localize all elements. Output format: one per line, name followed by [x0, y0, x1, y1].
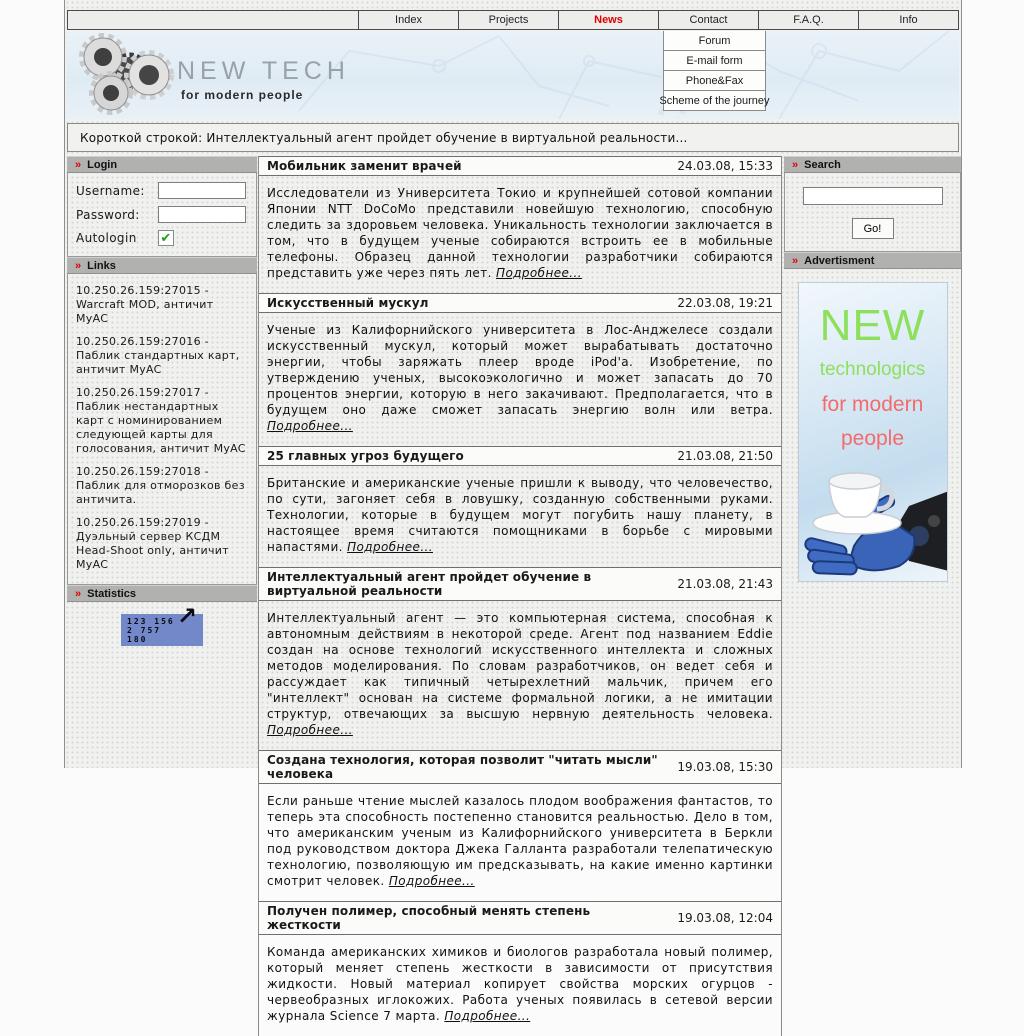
ad-banner[interactable] [798, 282, 948, 582]
article-title: Мобильник заменит врачей [267, 159, 462, 173]
login-panel [67, 173, 257, 257]
password-label: Password: [76, 207, 140, 222]
search-go-button[interactable]: Go! [852, 218, 894, 239]
dropdown-item-phone-fax[interactable]: Phone&Fax [663, 71, 766, 91]
article-title-row[interactable] [259, 293, 781, 313]
nav-item-contact[interactable]: Contact [658, 11, 758, 29]
ticker-text: Короткой строкой: Интеллектуальный агент пройдет обучение в виртуальной реальности... [80, 130, 688, 145]
read-more-link[interactable]: Подробнее... [496, 266, 582, 280]
article-date: 19.03.08, 15:30 [677, 760, 773, 774]
news-article [259, 750, 781, 901]
nav-item-faq[interactable]: F.A.Q. [758, 11, 858, 29]
logo-title: NEW TECH [177, 57, 350, 85]
news-article [259, 293, 781, 446]
counter-line-total: 123 156 [127, 617, 175, 626]
username-label: Username: [76, 183, 145, 198]
read-more-link[interactable]: Подробнее... [444, 1009, 531, 1023]
advertisment-section-header [784, 252, 961, 269]
section-arrow-icon: » [75, 158, 82, 171]
article-title-row[interactable] [259, 446, 781, 466]
article-title: Интеллектуальный агент пройдет обучение в виртуальной реальности [267, 570, 592, 598]
article-title-row[interactable] [259, 750, 781, 784]
nav-spacer [68, 11, 358, 29]
autologin-checkbox[interactable]: ✔ [158, 230, 174, 246]
search-section-header [784, 156, 961, 173]
article-body [259, 176, 781, 293]
section-arrow-icon: » [792, 254, 799, 267]
section-arrow-icon: » [75, 259, 82, 272]
dropdown-item-scheme[interactable]: Scheme of the journey [663, 91, 766, 111]
advertisment-area [784, 269, 961, 582]
links-header-label: Links [87, 259, 116, 272]
news-column [258, 156, 782, 1036]
top-nav [67, 10, 959, 30]
counter-line-online: 180 [127, 635, 148, 644]
article-title: Искусственный мускул [267, 296, 429, 310]
article-text: Исследователи из Университета Токио и крупнейшей сотовой компании Японии NTT DoCoMo представили новейшую технологию, способную следить за здоровьем человека. Уникальность технологии заключается в том, что в будущем ученые собираются встроить ее в мобильные телефоны. Образец данной технологии разработчики собираются представить уже через пять лет. [267, 186, 773, 280]
search-panel [784, 173, 961, 252]
article-title: Создана технология, которая позволит "читать мысли" человека [267, 753, 658, 781]
banner-line-people: people [840, 427, 905, 450]
server-link[interactable]: 10.250.26.159:27017 - Паблик нестандартных карт с номинированием следующей карты для голосования, античит MyAC [76, 386, 246, 455]
links-panel [67, 274, 257, 585]
nav-item-projects[interactable]: Projects [458, 11, 558, 29]
robot-hand-with-cup-image [799, 451, 948, 581]
article-body [259, 935, 781, 1036]
article-text: Интеллектуальный агент — это компьютерная система, способная к автономным действиям в некоторой среде. Агент под названием Eddie создан на основе технологий искусственного интеллекта и сложных методов моделирования. По словам разработчиков, он ведет себя и рассуждает как типичный четырехлетний мальчик, причем его "интеллект" основан на системе формальной логики, а не имитации структур, отвечающих за высшую нервную деятельность человека. [267, 611, 773, 721]
login-section-header [67, 156, 257, 173]
statistics-section-header [67, 585, 257, 602]
news-article [259, 567, 781, 750]
advertisment-header-label: Advertisment [804, 254, 875, 267]
article-title-row[interactable] [259, 156, 781, 176]
read-more-link[interactable]: Подробнее... [267, 419, 353, 433]
article-body [259, 313, 781, 446]
article-body [259, 466, 781, 567]
username-input[interactable] [158, 182, 246, 199]
article-date: 24.03.08, 15:33 [677, 159, 773, 173]
contact-dropdown-menu [659, 31, 770, 111]
server-link[interactable]: 10.250.26.159:27018 - Паблик для отморозков без античита. [76, 465, 245, 506]
news-article [259, 901, 781, 1036]
article-title: 25 главных угроз будущего [267, 449, 464, 463]
news-article [259, 446, 781, 567]
article-title-row[interactable] [259, 901, 781, 935]
nav-item-news[interactable]: News [558, 11, 658, 29]
counter-arrow-icon: ↗ [176, 602, 199, 630]
server-link[interactable]: 10.250.26.159:27015 - Warcraft MOD, античит MyAC [76, 284, 214, 325]
article-body [259, 601, 781, 750]
read-more-link[interactable]: Подробнее... [267, 723, 353, 737]
header-decoration [259, 31, 959, 119]
article-date: 21.03.08, 21:43 [677, 577, 773, 591]
news-article [259, 156, 781, 293]
password-input[interactable] [158, 206, 246, 223]
section-arrow-icon: » [75, 587, 82, 600]
logo-subtitle: for modern people [181, 88, 304, 102]
article-text: Ученые из Калифорнийского университета в Лос-Анджелесе создали искусственный мускул, который может вырабатывать достаточно энергии, чтобы заряжать плеер вроде iPod'а. Изобретение, по утверждению ученых, высокоэкологично и может запасать до 70 процентов энергии, которую в него закачивают. Предполагается, что в будущем оно даже сможет запасать энергию волн или ветра. [267, 323, 773, 417]
article-text: Британские и американские ученые пришли к выводу, что человечество, по сути, загоняет себя в ловушку, созданную собственными руками. Технологии, которые в будущем могут погубить нашу планету, в настоящее время считаются помощниками в борьбе с мировыми напастями. [267, 476, 773, 554]
read-more-link[interactable]: Подробнее... [388, 874, 475, 888]
article-text: Если раньше чтение мыслей казалось плодом воображения фантастов, то теперь эта способность постепенно становится реальностью. Дело в том, что американским ученым из Калифорнийского университета в Беркли под руководством доктора Джека Галланта разработали телепатическую технологию, позволяющую им предсказывать, на какие именно картинки смотрит человек. [267, 794, 773, 888]
article-text: Команда американских химиков и биологов разработала новый полимер, который меняет степень жесткости в зависимости от присутствия жидкости. Новый материал копирует свойства морских огурцов - червеобразных иглокожих. Работа ученых появилась в сетевой версии журнала Science 7 марта. [267, 945, 773, 1023]
right-sidebar [784, 156, 961, 582]
login-header-label: Login [87, 158, 118, 171]
read-more-link[interactable]: Подробнее... [347, 540, 433, 554]
news-ticker [67, 123, 959, 152]
left-sidebar [67, 156, 257, 646]
counter-line-today: 2 757 [127, 626, 162, 635]
server-link[interactable]: 10.250.26.159:27016 - Паблик стандартных карт, античит MyAC [76, 335, 240, 376]
statistics-header-label: Statistics [87, 587, 137, 600]
section-arrow-icon: » [792, 158, 799, 171]
banner-line-new: NEW [819, 301, 926, 350]
article-title-row[interactable] [259, 567, 781, 601]
site-header [67, 31, 959, 119]
statistics-panel [67, 602, 257, 646]
server-link[interactable]: 10.250.26.159:27019 - Дуэльный сервер КСДМ Head-Shoot only, античит MyAC [76, 516, 229, 571]
search-input[interactable] [803, 187, 943, 205]
article-date: 21.03.08, 21:50 [677, 449, 773, 463]
autologin-label: Autologin [76, 231, 137, 245]
article-title: Получен полимер, способный менять степень жесткости [267, 904, 591, 932]
article-body [259, 784, 781, 901]
search-header-label: Search [804, 158, 841, 171]
dropdown-item-forum[interactable]: Forum [663, 31, 766, 51]
links-section-header [67, 257, 257, 274]
article-date: 22.03.08, 19:21 [677, 296, 773, 310]
article-date: 19.03.08, 12:04 [677, 911, 773, 925]
banner-line-for-modern: for modern [821, 393, 924, 416]
page-container [64, 0, 962, 1023]
dropdown-item-email-form[interactable]: E-mail form [663, 51, 766, 71]
nav-item-index[interactable]: Index [358, 11, 458, 29]
visitor-counter [121, 602, 203, 646]
logo[interactable] [177, 57, 350, 102]
nav-item-info[interactable]: Info [858, 11, 958, 29]
gears-logo-icon [73, 31, 181, 119]
banner-line-technologics: technologics [819, 359, 926, 380]
